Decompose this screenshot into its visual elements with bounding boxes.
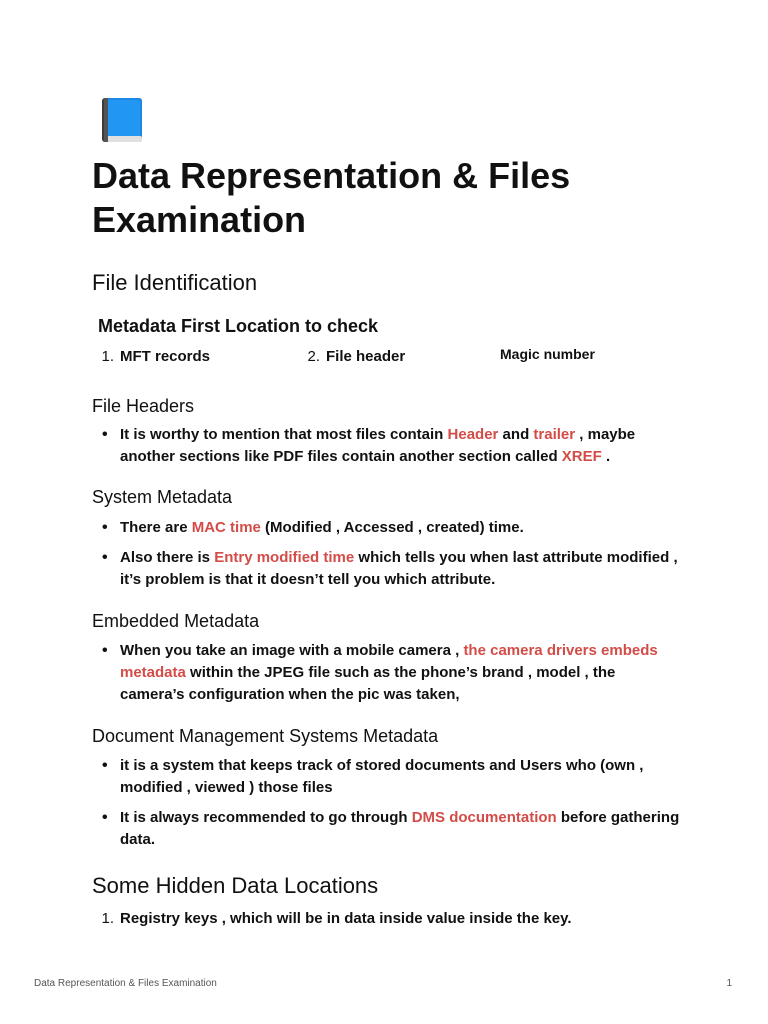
text: , maybe another sections like PDF files contain another section called (120, 426, 636, 465)
highlight-text: Header (447, 426, 499, 443)
list-text: Registry keys , which will be in data inside value inside the key. (120, 910, 572, 927)
footer-title: Data Representation & Files Examination (34, 978, 217, 989)
heading-file-headers: File Headers (92, 396, 195, 416)
embedded-metadata-list (92, 640, 682, 714)
list-number: 1. (101, 348, 114, 365)
list-item (92, 807, 682, 851)
text: Also there is (120, 549, 215, 566)
heading-embedded-metadata: Embedded Metadata (92, 611, 260, 631)
text: . (601, 448, 611, 465)
highlight-text: DMS documentation (411, 809, 557, 826)
list-item (92, 547, 682, 591)
text: it is a system that keeps track of stored documents and Users who (own , modified , viewed ) those files (120, 757, 644, 796)
heading-dms-metadata: Document Management Systems Metadata (92, 726, 439, 746)
text: (Modified , Accessed , created) time. (260, 519, 524, 536)
list-item (92, 910, 572, 927)
text: It is always recommended to go through (120, 809, 412, 826)
list-number: 1. (101, 910, 114, 927)
file-headers-list (92, 424, 682, 476)
highlight-text: trailer (533, 426, 576, 443)
highlight-text: MAC time (191, 519, 261, 536)
text: which tells you when last attribute modified , it’s problem is that it doesn’t tell you which attribute. (120, 549, 678, 588)
list-item (92, 424, 682, 468)
text: When you take an image with a mobile camera , (120, 642, 464, 659)
list-number: 2. (307, 348, 320, 365)
list-text: File header (326, 348, 406, 365)
list-item (92, 517, 682, 539)
list-item (92, 755, 682, 799)
heading-metadata-first-location: Metadata First Location to check (98, 316, 379, 336)
heading-file-identification: File Identification (92, 270, 258, 295)
text: and (498, 426, 534, 443)
highlight-text: Entry modified time (214, 549, 355, 566)
highlight-text: XREF (561, 448, 602, 465)
highlight-text: the camera drivers embeds metadata (120, 642, 658, 681)
list-item (92, 348, 210, 365)
page-number: 1 (726, 978, 732, 989)
magic-number-label: Magic number (500, 346, 595, 362)
blue-book-icon (98, 96, 146, 144)
system-metadata-list (92, 517, 682, 599)
text: within the JPEG file such as the phone’s brand , model , the camera’s configuration when the pic was taken, (120, 664, 616, 703)
page-title: Data Representation & Files Examination (92, 155, 571, 240)
list-item (92, 640, 682, 706)
text: before gathering data. (120, 809, 680, 848)
dms-metadata-list (92, 755, 682, 859)
list-text: MFT records (120, 348, 211, 365)
text: There are (120, 519, 192, 536)
heading-hidden-data-locations: Some Hidden Data Locations (92, 873, 379, 898)
text: It is worthy to mention that most files contain (120, 426, 448, 443)
list-item (298, 348, 405, 365)
heading-system-metadata: System Metadata (92, 487, 233, 507)
